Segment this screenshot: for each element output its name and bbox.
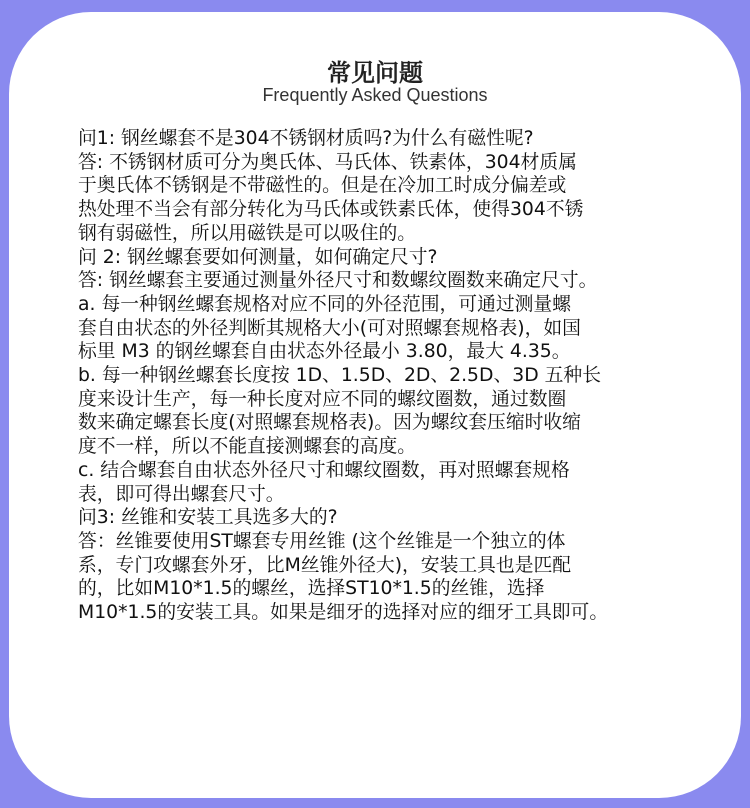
faq-line: 度来设计生产，每一种长度对应不同的螺纹圈数，通过数圈 bbox=[78, 388, 567, 410]
faq-line: M10*1.5的安装工具。如果是细牙的选择对应的细牙工具即可。 bbox=[78, 602, 609, 624]
faq-line: 套自由状态的外径判断其规格大小(可对照螺套规格表)，如国 bbox=[78, 317, 581, 339]
faq-line: b. 每一种钢丝螺套长度按 1D、1.5D、2D、2.5D、3D 五种长 bbox=[78, 365, 601, 387]
faq-line: 答: 钢丝螺套主要通过测量外径尺寸和数螺纹圈数来确定尺寸。 bbox=[78, 270, 598, 292]
faq-line: 答：丝锥要使用ST螺套专用丝锥 (这个丝锥是一个独立的体 bbox=[78, 530, 566, 552]
faq-line: 于奥氏体不锈钢是不带磁性的。但是在冷加工时成分偏差或 bbox=[78, 175, 567, 197]
faq-line: 度不一样，所以不能直接测螺套的高度。 bbox=[78, 436, 417, 458]
faq-line: 问 2: 钢丝螺套要如何测量，如何确定尺寸? bbox=[78, 246, 438, 268]
faq-line: 热处理不当会有部分转化为马氏体或铁素氏体，使得304不锈 bbox=[78, 199, 584, 221]
page-subtitle: Frequently Asked Questions bbox=[262, 85, 488, 105]
faq-line: 钢有弱磁性，所以用磁铁是可以吸住的。 bbox=[78, 222, 417, 244]
faq-line: 问1: 钢丝螺套不是304不锈钢材质吗?为什么有磁性呢? bbox=[78, 128, 534, 149]
faq-line: 数来确定螺套长度(对照螺套规格表)。因为螺纹套压缩时收缩 bbox=[78, 412, 581, 434]
faq-body bbox=[78, 127, 688, 625]
faq-line: a. 每一种钢丝螺套规格对应不同的外径范围，可通过测量螺 bbox=[78, 293, 571, 315]
faq-line: 问3: 丝锥和安装工具选多大的? bbox=[78, 507, 338, 529]
page-title: 常见问题 bbox=[327, 59, 423, 87]
faq-line: 答: 不锈钢材质可分为奥氏体、马氏体、铁素体，304材质属 bbox=[78, 151, 577, 173]
faq-line: 系，专门攻螺套外牙，比M丝锥外径大)，安装工具也是匹配 bbox=[78, 554, 572, 576]
faq-line: c. 结合螺套自由状态外径尺寸和螺纹圈数，再对照螺套规格 bbox=[78, 459, 570, 481]
faq-line: 的，比如M10*1.5的螺丝，选择ST10*1.5的丝锥，选择 bbox=[78, 578, 545, 600]
faq-line: 表，即可得出螺套尺寸。 bbox=[78, 483, 285, 505]
faq-line: 标里 M3 的钢丝螺套自由状态外径最小 3.80，最大 4.35。 bbox=[78, 341, 571, 363]
